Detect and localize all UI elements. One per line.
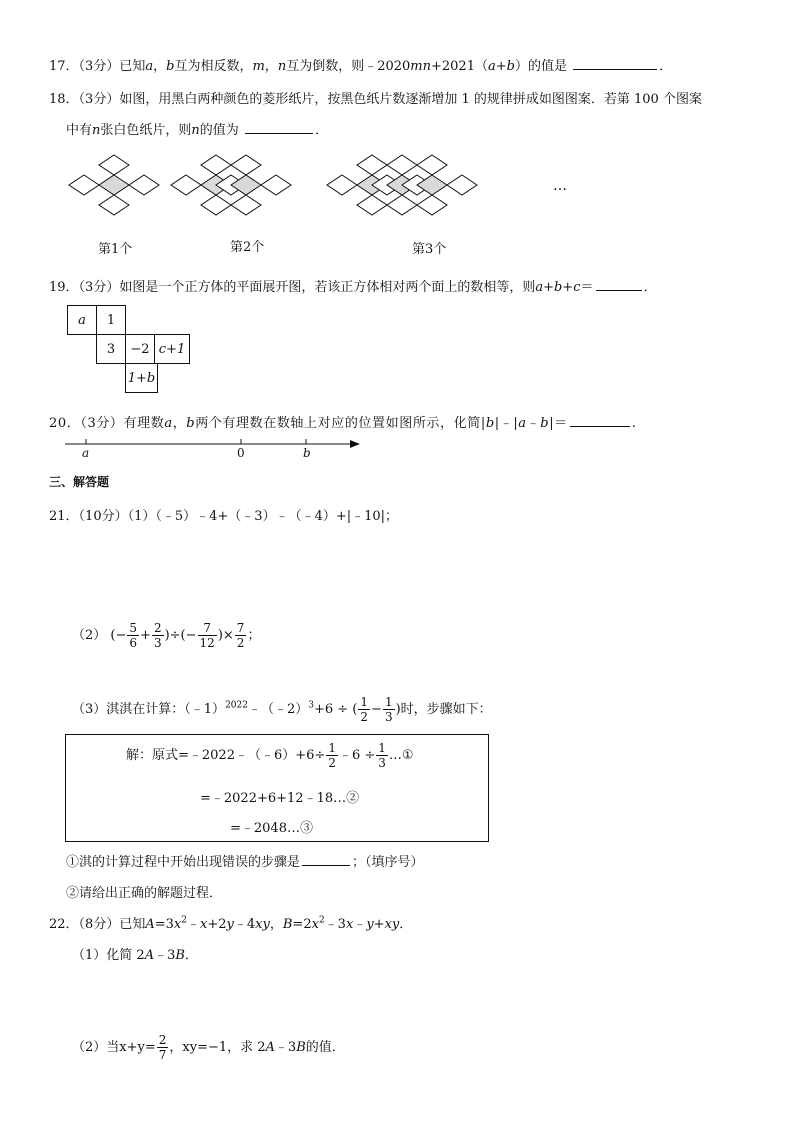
q18-pattern-figure [66,153,626,223]
box-fraction-1-3: $\frac{1}{3}$ [378,741,386,770]
q18-label-1: 第1个 [98,242,133,257]
pattern1-white-rhombus [69,175,99,195]
q18-label-3: 第3个 [412,242,447,257]
pattern1-white-rhombus [99,195,129,215]
q21-part3: （3）淇淇在计算：（﹣1）$^{2022}$﹣（﹣2）$^3$+6 ÷ ( $\frac{1}{2}$ − $\frac{1}{3}$ )时，步骤如下： [72,695,492,724]
pattern1-shaded-rhombus [99,175,129,195]
q18-answer-blank[interactable] [245,121,313,134]
q17-number: 17． [49,59,79,74]
solution-step-2: =﹣2022+6+12﹣18…② [200,791,360,806]
fraction-2-7: $\frac{2}{7}$ [158,1033,167,1062]
cube-face-1: 1 [96,305,126,335]
pattern2-white-rhombus [201,155,231,175]
pattern3-white-rhombus [357,195,387,215]
number-line-label-b: b [303,446,311,460]
q18-points: （3分） [78,92,120,107]
q17-answer-blank[interactable] [573,57,657,70]
pattern3-white-rhombus [327,175,357,195]
solution-step-3: =﹣2048…③ [230,821,313,836]
q22-points: （8分） [78,917,120,932]
q17-line: 17．（3分）已知a，b互为相反数，m，n互为倒数，则﹣2020mn+2021（a+b）的值是 ． [49,59,673,74]
pattern2-white-rhombus [231,195,261,215]
q18-line2: 中有n张白色纸片，则n的值为 ． [66,123,328,138]
pattern1-white-rhombus [129,175,159,195]
q21-sub1: ①淇的计算过程中开始出现错误的步骤是 ；（填序号） [66,855,424,870]
q19-line: 19．（3分）如图是一个正方体的平面展开图，若该正方体相对两个面上的数相等，则a+b+c＝ ． [49,280,657,295]
q21-part2: （2） (− $\frac{5}{6}$ + $\frac{2}{3}$ )÷(− $\frac{7}{12}$ )× $\frac{7}{2}$ ； [72,621,261,650]
q20-points: （3分） [80,416,124,431]
q19-points: （3分） [78,280,120,295]
pattern3-white-rhombus [387,195,417,215]
q21-part1: 21．（10分）（1）（﹣5）﹣4+（﹣3）﹣（﹣4）+|﹣10|； [49,509,399,524]
q19-number: 19． [49,280,79,295]
q20-answer-blank[interactable] [570,414,630,427]
pattern3-white-rhombus [357,155,387,175]
pattern2-white-rhombus [201,195,231,215]
q21-step-answer-blank[interactable] [302,853,350,866]
section-heading: 三、解答题 [49,475,110,489]
pattern3-white-rhombus [447,175,477,195]
q20-number: 20． [49,416,81,431]
number-line [60,432,370,456]
q18-line1: 18．（3分）如图，用黑白两种颜色的菱形纸片，按黑色纸片数逐渐增加 1 的规律拼成如图图案．若第 100 个图案 [49,92,702,107]
q20-line: 20．（3分）有理数a，b两个有理数在数轴上对应的位置如图所示，化简|b|﹣|a﹣b|＝ . [49,416,637,431]
q22-part1: （1）化简 2A﹣3B． [72,948,198,963]
q21-sub2: ②请给出正确的解题过程． [66,886,223,901]
q22-number: 22． [49,917,79,932]
cube-face-3: 3 [96,334,126,364]
cube-face-1-plus-b: 1+b [125,363,158,393]
fraction-2-3: $\frac{2}{3}$ [153,621,162,650]
fraction-7-2: $\frac{7}{2}$ [236,621,245,650]
q18-label-2: 第2个 [230,240,265,255]
cube-face-neg2: −2 [125,334,155,364]
fraction-5-6: $\frac{5}{6}$ [129,621,138,650]
pattern2-white-rhombus [231,155,261,175]
q17-points: （3分） [78,59,120,74]
pattern3-white-rhombus [417,155,447,175]
q22-part2: （2）当x+y= $\frac{2}{7}$ ，xy=−1，求 2A﹣3B的值． [72,1033,345,1062]
pattern3-white-rhombus [387,155,417,175]
solution-step-1: 解：原式=﹣2022﹣（﹣6）+6÷ $\frac{1}{2}$ ﹣6 ÷ $\frac{1}{3}$ …① [126,741,414,770]
q22-line: 22．（8分）已知$A=3x^2﹣x+2y﹣4xy$，$B=2x^2﹣3x﹣y+xy$． [49,915,413,932]
number-line-arrow [350,440,360,448]
pattern2-white-rhombus [171,175,201,195]
pattern1-white-rhombus [99,155,129,175]
q18-number: 18． [49,92,79,107]
q19-answer-blank[interactable] [596,278,642,291]
q21-points: （10分） [78,509,128,524]
number-line-label-zero: 0 [237,446,245,460]
fraction-1-3: $\frac{1}{3}$ [384,695,393,724]
pattern2-white-rhombus [261,175,291,195]
q18-shapes [69,155,477,215]
pattern3-white-rhombus [417,195,447,215]
number-line-label-a: a [82,446,90,460]
fraction-7-12: $\frac{7}{12}$ [199,621,215,650]
box-fraction-1-2: $\frac{1}{2}$ [328,741,336,770]
fraction-1-2: $\frac{1}{2}$ [360,695,369,724]
cube-face-c-plus-1: c+1 [154,334,190,364]
q21-number: 21． [49,509,79,524]
cube-face-a: a [67,305,97,335]
q18-ellipsis: … [553,178,567,194]
